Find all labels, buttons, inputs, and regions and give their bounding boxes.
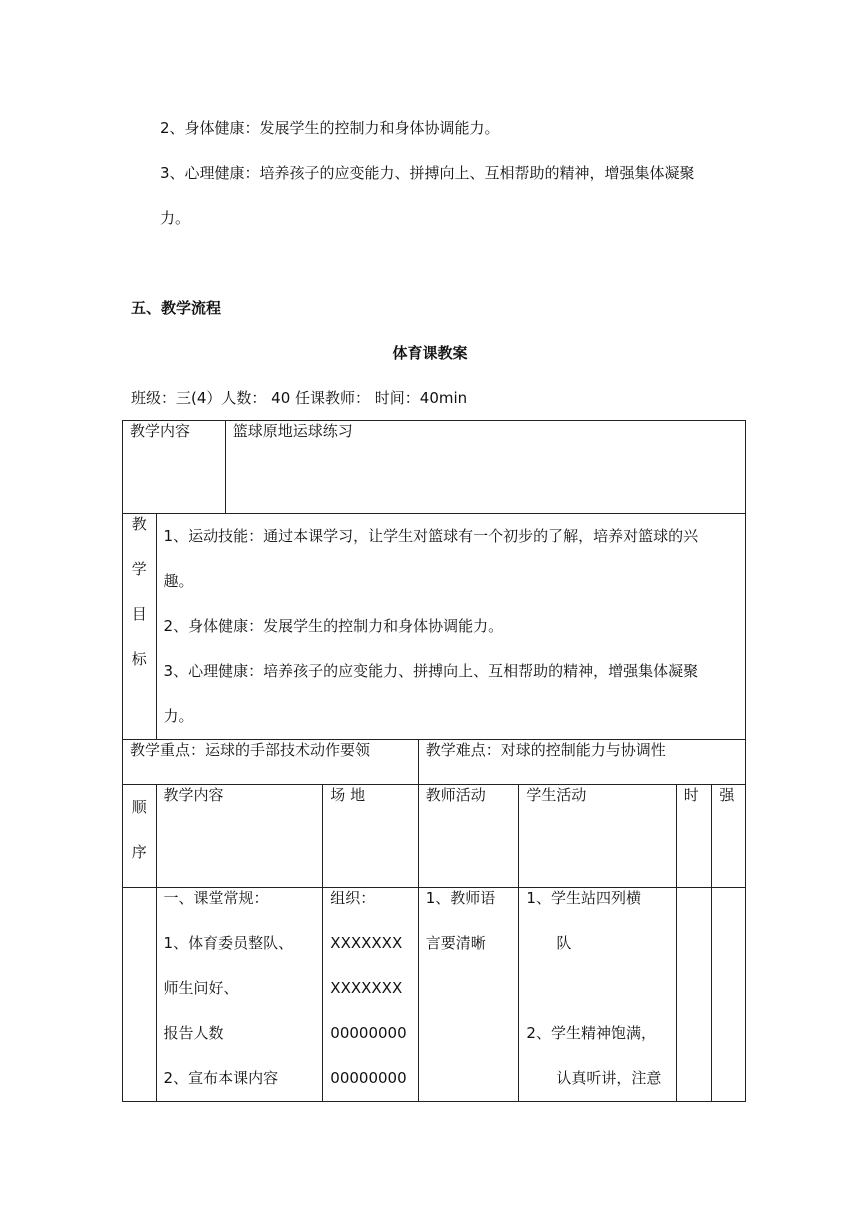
objective-line: 1、运动技能：通过本课学习，让学生对篮球有一个初步的了解，培养对篮球的兴 [163,527,699,545]
objectives-label-char: 标 [131,650,147,668]
objective-line: 趣。 [163,572,194,590]
header-time-text: 时 [683,786,699,804]
step-student-line: 2、学生精神饱满， [526,1024,656,1042]
step-content-line: 1、体育委员整队、 [163,934,294,952]
step-venue-line: 组织： [330,889,376,907]
lesson-step-row [123,888,746,1102]
objective-line: 2、身体健康：发展学生的控制力和身体协调能力。 [163,617,504,635]
objectives-content [156,514,745,740]
step-venue-line: XXXXXXX [330,979,403,997]
header-content [156,785,323,888]
header-order-char: 顺 [131,798,147,816]
header-intensity [712,785,746,888]
section-heading: 五、教学流程 [131,299,222,317]
step-order [123,888,157,1102]
objectives-row [123,514,746,740]
step-content [156,888,323,1102]
header-venue [323,785,418,888]
header-order [123,785,157,888]
step-content-line: 2、宣布本课内容 [163,1069,279,1087]
step-content-line: 师生问好、 [163,979,239,997]
step-venue [323,888,418,1102]
step-student-line: 1、学生站四列横 [526,889,641,907]
header-order-char: 序 [131,843,147,861]
step-teacher-line: 言要清晰 [425,934,486,952]
header-teacher-text: 教师活动 [425,786,486,804]
header-row [123,785,746,888]
intro-line-3: 力。 [160,209,191,227]
header-time [676,785,712,888]
header-venue-text: 场 地 [330,786,366,804]
objectives-label-char: 目 [131,605,147,623]
content-value: 篮球原地运球练习 [225,421,745,514]
step-student-line: 队 [556,934,572,952]
step-student-line [526,966,668,1011]
header-teacher [418,785,519,888]
step-content-line: 报告人数 [163,1024,224,1042]
step-venue-line: 00000000 [330,1024,407,1042]
step-intensity [712,888,746,1102]
objectives-label [123,514,157,740]
objectives-label-char: 学 [131,560,147,578]
step-teacher [418,888,519,1102]
objective-line: 力。 [163,707,194,725]
intro-line-1: 2、身体健康：发展学生的控制力和身体协调能力。 [160,119,500,137]
step-venue-line: 00000000 [330,1069,407,1087]
objective-line: 3、心理健康：培养孩子的应变能力、拼搏向上、互相帮助的精神，增强集体凝聚 [163,662,699,680]
objectives-label-char: 教 [131,515,147,533]
header-content-text: 教学内容 [163,786,224,804]
class-info-line: 班级：三(4）人数： 40 任课教师： 时间：40min [131,389,468,407]
step-teacher-line: 1、教师语 [425,889,496,907]
step-student-line: 认真听讲，注意 [556,1069,662,1087]
difficulty: 教学难点：对球的控制能力与协调性 [418,740,745,785]
step-student [519,888,676,1102]
header-student [519,785,676,888]
document-title: 体育课教案 [392,344,468,362]
step-content-line: 一、课堂常规： [163,889,269,907]
header-student-text: 学生活动 [526,786,587,804]
step-time [676,888,712,1102]
header-intensity-text: 强 [719,786,735,804]
content-row [123,421,746,514]
content-label: 教学内容 [123,421,226,514]
intro-line-2: 3、心理健康：培养孩子的应变能力、拼搏向上、互相帮助的精神，增强集体凝聚 [160,164,695,182]
lesson-plan-table [122,420,746,1102]
step-venue-line: XXXXXXX [330,934,403,952]
key-point: 教学重点：运球的手部技术动作要领 [123,740,419,785]
